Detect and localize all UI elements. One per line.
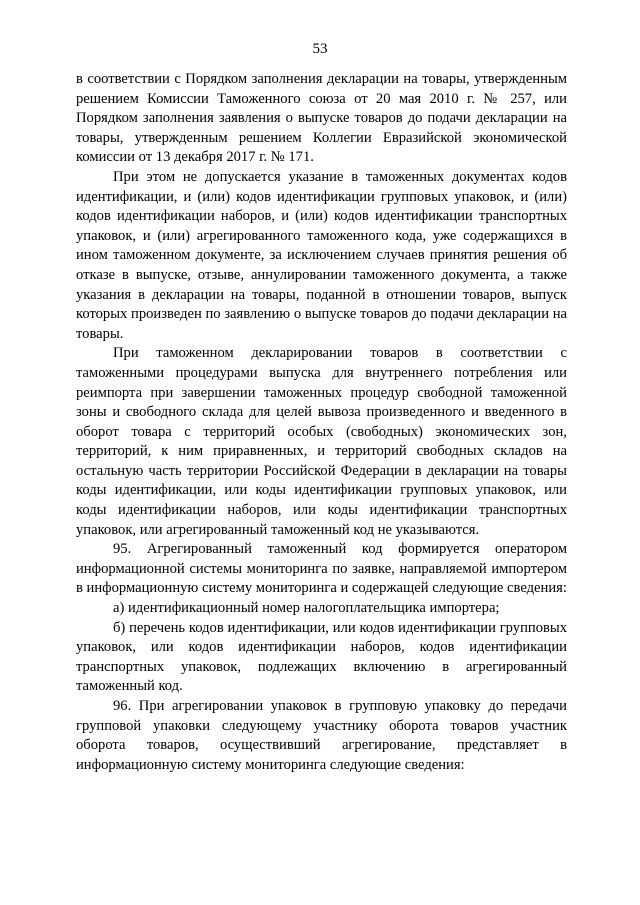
paragraph-96: 96. При агрегировании упаковок в групповую упаковку до передачи групповой упаковки следующему участнику оборота товаров участник оборота товаров, осуществивший агрегирование, представляет в информационную систему мониторинга следующие сведения:: [76, 698, 567, 773]
paragraph-declaration: При таможенном декларировании товаров в соответствии с таможенными процедурами выпуска для внутреннего потребления или реимпорта при завершении таможенных процедур свободной таможенной зоны и свободного склада для целей вывоза произведенного и введенного в оборот товара с территорий особых (свободных) экономических зон, территорий, к ним приравненных, и территорий свободных складов на остальную часть территории Российской Федерации в декларации на товары коды идентификации, или коды идентификации групповых упаковок, или коды идентификации наборов, или коды идентификации транспортных упаковок, или агрегированный таможенный код не указываются.: [76, 345, 567, 538]
paragraph-prohibition: При этом не допускается указание в таможенных документах кодов идентификации, и (или) кодов идентификации групповых упаковок, и (или) кодов идентификации наборов, и (или) кодов идентификации транспортных упаковок, и (или) агрегированного таможенного кода, уже содержащихся в ином таможенном документе, за исключением случаев принятия решения об отказе в выпуске, отзыве, аннулировании таможенного документа, а также указания в декларации на товары, поданной в отношении товаров, выпуск которых произведен по заявлению о выпуске товаров до подачи декларации на товары.: [76, 168, 567, 342]
list-item-b: б) перечень кодов идентификации, или кодов идентификации групповых упаковок, или кодов идентификации наборов, кодов идентификации транспортных упаковок, подлежащих включению в агрегированный таможенный код.: [76, 619, 567, 695]
paragraph-continuation: в соответствии с Порядком заполнения декларации на товары, утвержденным решением Комиссии Таможенного союза от 20 мая 2010 г. № 257, или Порядком заполнения заявления о выпуске товаров до подачи декларации на товары, утвержденным решением Коллегии Евразийской экономической комиссии от 13 декабря 2017 г. № 171.: [76, 71, 567, 166]
list-item-a: а) идентификационный номер налогоплательщика импортера;: [113, 600, 500, 617]
page-number: 53: [312, 41, 328, 57]
paragraph-95: 95. Агрегированный таможенный код формируется оператором информационной системы мониторинга по заявке, направляемой импортером в информационную систему мониторинга и содержащей следующие сведения:: [76, 541, 567, 597]
document-body: [76, 70, 567, 775]
